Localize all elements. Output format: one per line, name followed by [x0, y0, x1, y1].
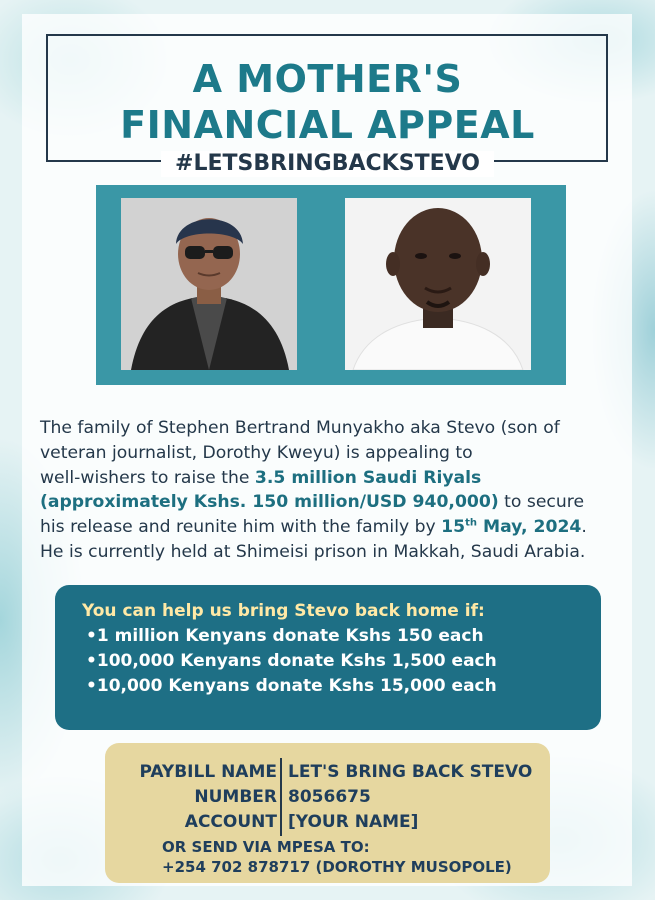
payment-divider [280, 758, 282, 836]
donation-option: •100,000 Kenyans donate Kshs 1,500 each [86, 651, 497, 671]
deadline-ordinal: th [465, 517, 477, 529]
paybill-number-label: NUMBER [194, 787, 277, 807]
portrait-photo-icon [121, 198, 297, 370]
deadline-month-year: May, 2024 [476, 517, 582, 538]
deadline-day: 15 [441, 517, 466, 538]
headline-line-1: A MOTHER'S [192, 57, 463, 101]
account-value: [YOUR NAME] [288, 812, 419, 832]
appeal-line-3 [40, 466, 630, 491]
mpesa-number: +254 702 878717 (DOROTHY MUSOPOLE) [162, 858, 512, 876]
appeal-description [40, 416, 630, 565]
appeal-line-2: veteran journalist, Dorothy Kweyu) is appealing to [40, 442, 473, 463]
appeal-amount-conversion: (approximately Kshs. 150 million/USD 940,000) [40, 492, 499, 513]
appeal-line-4 [40, 490, 630, 515]
mother-photo [121, 198, 297, 370]
donation-options-title: You can help us bring Stevo back home if: [82, 601, 485, 621]
appeal-text: to secure [498, 492, 585, 513]
appeal-text: well-wishers to raise the [40, 467, 255, 488]
appeal-amount-riyals: 3.5 million Saudi Riyals [254, 467, 482, 488]
appeal-line-6: He is currently held at Shimeisi prison in Makkah, Saudi Arabia. [40, 541, 586, 562]
hashtag: #LETSBRINGBACKSTEVO [161, 151, 494, 177]
donation-option: •1 million Kenyans donate Kshs 150 each [86, 626, 484, 646]
appeal-text: his release and reunite him with the family by [40, 517, 442, 538]
paybill-name-value: LET'S BRING BACK STEVO [288, 762, 533, 782]
portrait-photo-icon [345, 198, 531, 370]
son-photo [345, 198, 531, 370]
account-label: ACCOUNT [184, 812, 277, 832]
donation-option: •10,000 Kenyans donate Kshs 15,000 each [86, 676, 497, 696]
appeal-line-1: The family of Stephen Bertrand Munyakho aka Stevo (son of [40, 418, 560, 438]
hashtag-container [0, 151, 655, 177]
appeal-deadline [441, 517, 581, 537]
mpesa-instruction: OR SEND VIA MPESA TO: [162, 838, 370, 856]
appeal-line-5 [40, 515, 630, 540]
headline-line-2: FINANCIAL APPEAL [120, 103, 535, 147]
paybill-name-label: PAYBILL NAME [139, 762, 277, 782]
paybill-number-value: 8056675 [288, 787, 371, 807]
appeal-text: . [581, 517, 587, 538]
